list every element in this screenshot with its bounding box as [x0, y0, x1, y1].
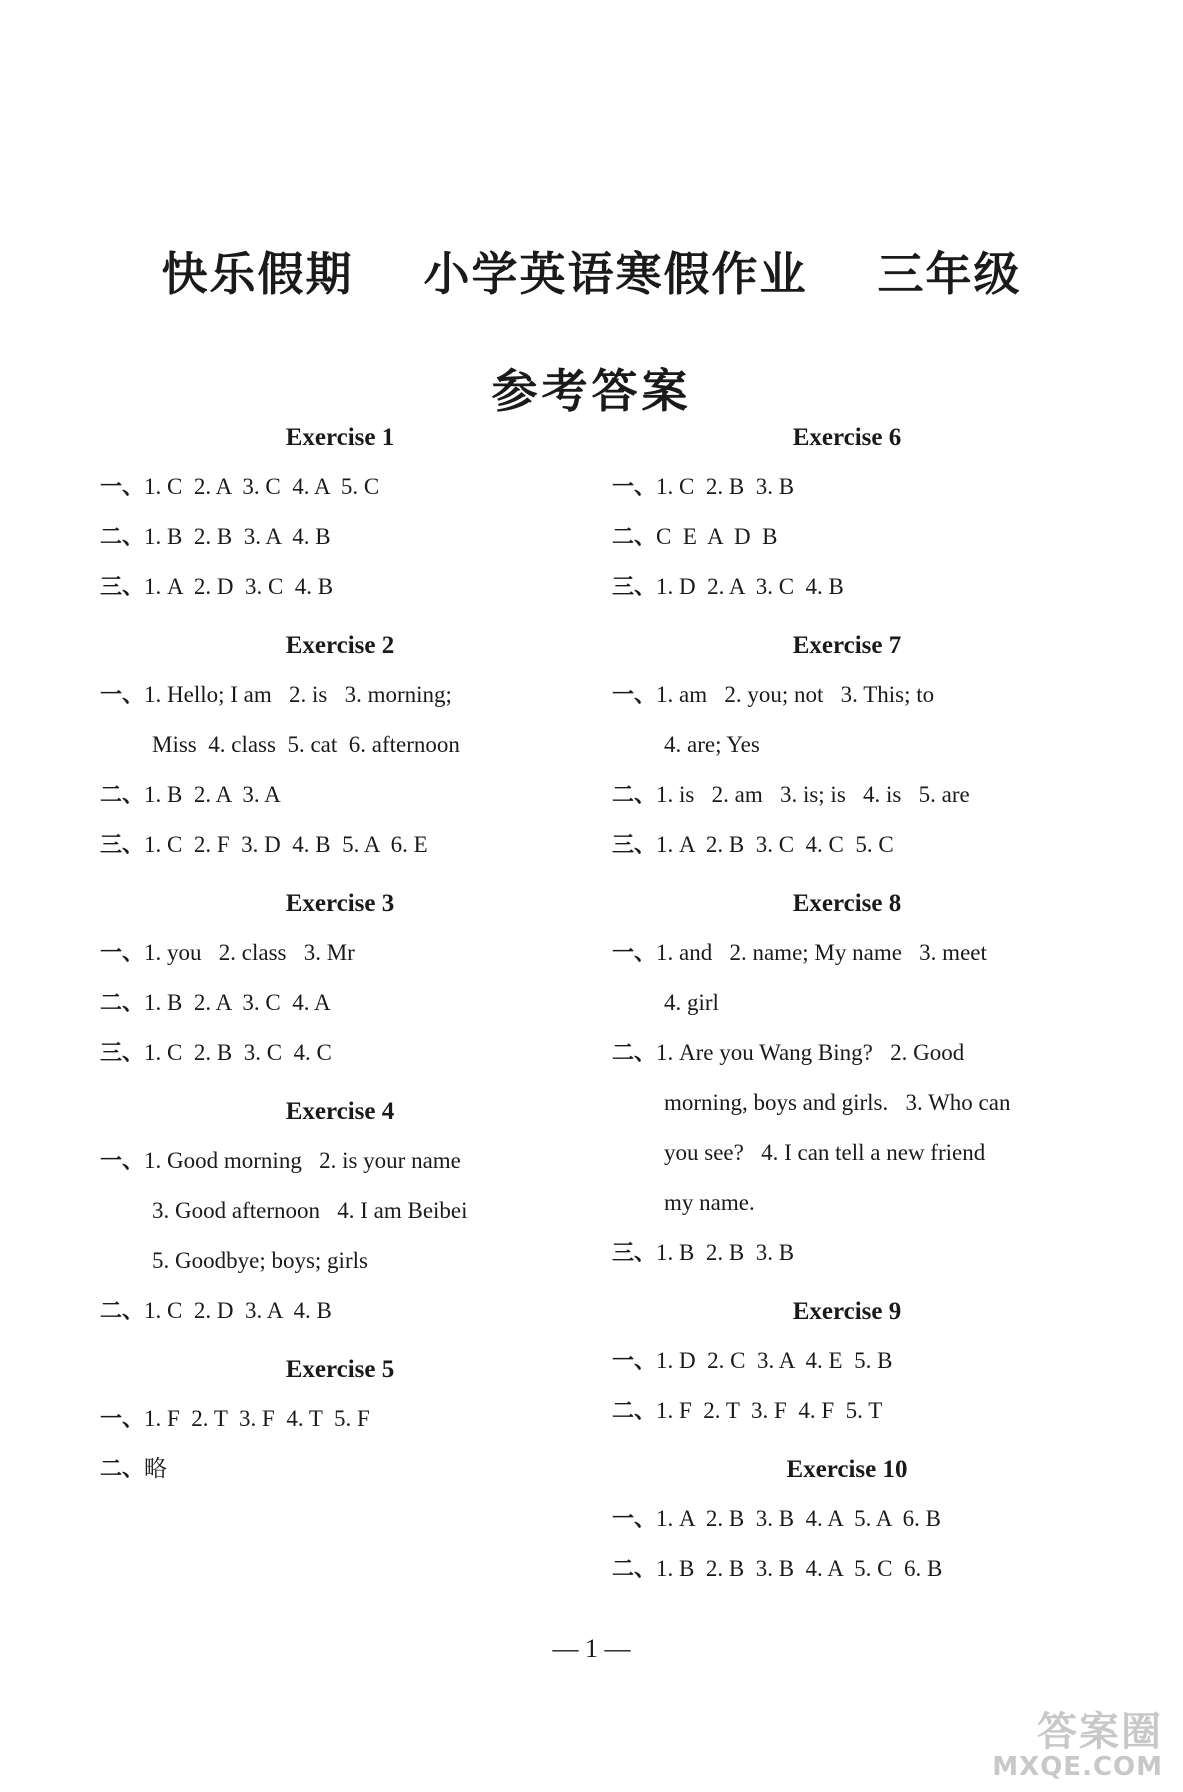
answer-text: 5. Goodbye; boys; girls: [152, 1248, 368, 1273]
answer-text: 1. A 2. B 3. C 4. C 5. C: [656, 832, 894, 857]
answer-line: [612, 1028, 1082, 1078]
section-marker: 三、: [612, 575, 657, 600]
section-marker: 二、: [100, 783, 145, 808]
answer-text: my name.: [664, 1190, 755, 1215]
answer-line: [100, 1444, 580, 1494]
exercise-heading: Exercise 8: [792, 890, 902, 917]
answer-line: [100, 1136, 580, 1186]
section-marker: 二、: [612, 783, 657, 808]
answer-text: 1. F 2. T 3. F 4. F 5. T: [656, 1398, 883, 1423]
exercise-heading: Exercise 3: [285, 890, 395, 917]
section-marker: 二、: [612, 1399, 657, 1424]
answer-line: [612, 978, 1082, 1028]
answer-text: 1. Are you Wang Bing? 2. Good: [656, 1040, 965, 1065]
answer-line: [612, 1078, 1082, 1128]
exercise-heading: Exercise 4: [285, 1098, 395, 1125]
answer-line: [612, 562, 1082, 612]
right-answer-column: [612, 404, 1082, 1594]
answer-line: [100, 512, 580, 562]
answer-text: 1. C 2. B 3. C 4. C: [144, 1040, 332, 1065]
answer-text: 1. Good morning 2. is your name: [144, 1148, 461, 1173]
answer-line: [100, 770, 580, 820]
answer-text: 3. Good afternoon 4. I am Beibei: [152, 1198, 468, 1223]
document-subtitle: 参考答案: [491, 364, 692, 418]
section-marker: 一、: [100, 683, 145, 708]
answer-line: [612, 1128, 1082, 1178]
answer-text: 1. F 2. T 3. F 4. T 5. F: [144, 1406, 370, 1431]
section-marker: 二、: [100, 1457, 145, 1482]
title-part-1: 快乐假期: [161, 247, 354, 301]
page-number: — 1 —: [552, 1634, 631, 1663]
answer-line: [100, 978, 580, 1028]
answer-line: [100, 1236, 580, 1286]
answer-text: 1. C 2. A 3. C 4. A 5. C: [144, 474, 380, 499]
answer-line: [100, 1186, 580, 1236]
answer-line: [612, 928, 1082, 978]
section-marker: 三、: [100, 575, 145, 600]
answer-text: 1. and 2. name; My name 3. meet: [656, 940, 987, 965]
title-part-3: 三年级: [877, 247, 1022, 301]
answer-text: 1. am 2. you; not 3. This; to: [656, 682, 935, 707]
answer-line: [612, 1386, 1082, 1436]
exercise-heading: Exercise 7: [792, 632, 902, 659]
answer-text: you see? 4. I can tell a new friend: [664, 1140, 986, 1165]
answer-line: [612, 770, 1082, 820]
answer-line: [100, 462, 580, 512]
exercise-heading: Exercise 1: [285, 424, 395, 451]
watermark-url: MXQE.COM: [992, 1752, 1163, 1782]
answer-text: 1. D 2. C 3. A 4. E 5. B: [656, 1348, 893, 1373]
answer-line: [612, 670, 1082, 720]
section-marker: 一、: [100, 1149, 145, 1174]
section-marker: 一、: [100, 941, 145, 966]
section-marker: 一、: [100, 475, 145, 500]
section-marker: 三、: [100, 833, 145, 858]
section-marker: 一、: [612, 475, 657, 500]
section-marker: 一、: [612, 941, 657, 966]
answer-text: 1. Hello; I am 2. is 3. morning;: [144, 682, 452, 707]
answer-text: 1. C 2. F 3. D 4. B 5. A 6. E: [144, 832, 428, 857]
answer-line: [100, 670, 580, 720]
answer-line: [100, 720, 580, 770]
answer-text: 4. girl: [664, 990, 719, 1015]
section-marker: 二、: [612, 525, 657, 550]
answer-text: 4. are; Yes: [664, 732, 760, 757]
section-marker: 二、: [612, 1041, 657, 1066]
section-marker: 二、: [100, 991, 145, 1016]
answer-text: 1. A 2. D 3. C 4. B: [144, 574, 334, 599]
answer-line: [612, 1178, 1082, 1228]
answer-text: 1. B 2. B 3. B: [656, 1240, 795, 1265]
answer-text: 1. B 2. A 3. A: [144, 782, 281, 807]
document-title: [0, 238, 1183, 304]
answer-text: 1. B 2. B 3. A 4. B: [144, 524, 331, 549]
section-marker: 二、: [612, 1557, 657, 1582]
answer-text: 1. B 2. A 3. C 4. A: [144, 990, 331, 1015]
answer-text: 1. C 2. B 3. B: [656, 474, 795, 499]
answer-line: [612, 512, 1082, 562]
answer-line: [612, 1228, 1082, 1278]
watermark-logo: 答案圈: [1037, 1709, 1163, 1755]
section-marker: 二、: [100, 525, 145, 550]
answer-line: [612, 1544, 1082, 1594]
answer-line: [100, 1394, 580, 1444]
answer-text: 1. A 2. B 3. B 4. A 5. A 6. B: [656, 1506, 942, 1531]
section-marker: 一、: [100, 1407, 145, 1432]
answer-text: Miss 4. class 5. cat 6. afternoon: [152, 732, 460, 757]
answer-line: [612, 820, 1082, 870]
section-marker: 三、: [100, 1041, 145, 1066]
answer-line: [612, 1494, 1082, 1544]
answer-text: 1. is 2. am 3. is; is 4. is 5. are: [656, 782, 970, 807]
answer-line: [100, 562, 580, 612]
section-marker: 一、: [612, 683, 657, 708]
exercise-heading: Exercise 5: [285, 1356, 395, 1383]
answer-text: 略: [144, 1456, 168, 1481]
left-answer-column: [100, 404, 580, 1494]
exercise-heading: Exercise 10: [786, 1456, 908, 1483]
answer-line: [100, 1286, 580, 1336]
section-marker: 一、: [612, 1349, 657, 1374]
exercise-heading: Exercise 9: [792, 1298, 902, 1325]
answer-line: [612, 1336, 1082, 1386]
exercise-heading: Exercise 2: [285, 632, 395, 659]
answer-text: 1. you 2. class 3. Mr: [144, 940, 355, 965]
section-marker: 二、: [100, 1299, 145, 1324]
answer-line: [612, 720, 1082, 770]
section-marker: 一、: [612, 1507, 657, 1532]
exercise-heading: Exercise 6: [792, 424, 902, 451]
answer-text: morning, boys and girls. 3. Who can: [664, 1090, 1011, 1115]
section-marker: 三、: [612, 1241, 657, 1266]
answer-line: [612, 462, 1082, 512]
title-part-2: 小学英语寒假作业: [423, 247, 808, 301]
answer-line: [100, 820, 580, 870]
answer-line: [100, 1028, 580, 1078]
answer-line: [100, 928, 580, 978]
section-marker: 三、: [612, 833, 657, 858]
answer-text: 1. C 2. D 3. A 4. B: [144, 1298, 332, 1323]
answer-text: 1. D 2. A 3. C 4. B: [656, 574, 844, 599]
answer-text: 1. B 2. B 3. B 4. A 5. C 6. B: [656, 1556, 943, 1581]
answer-text: C E A D B: [656, 524, 778, 549]
